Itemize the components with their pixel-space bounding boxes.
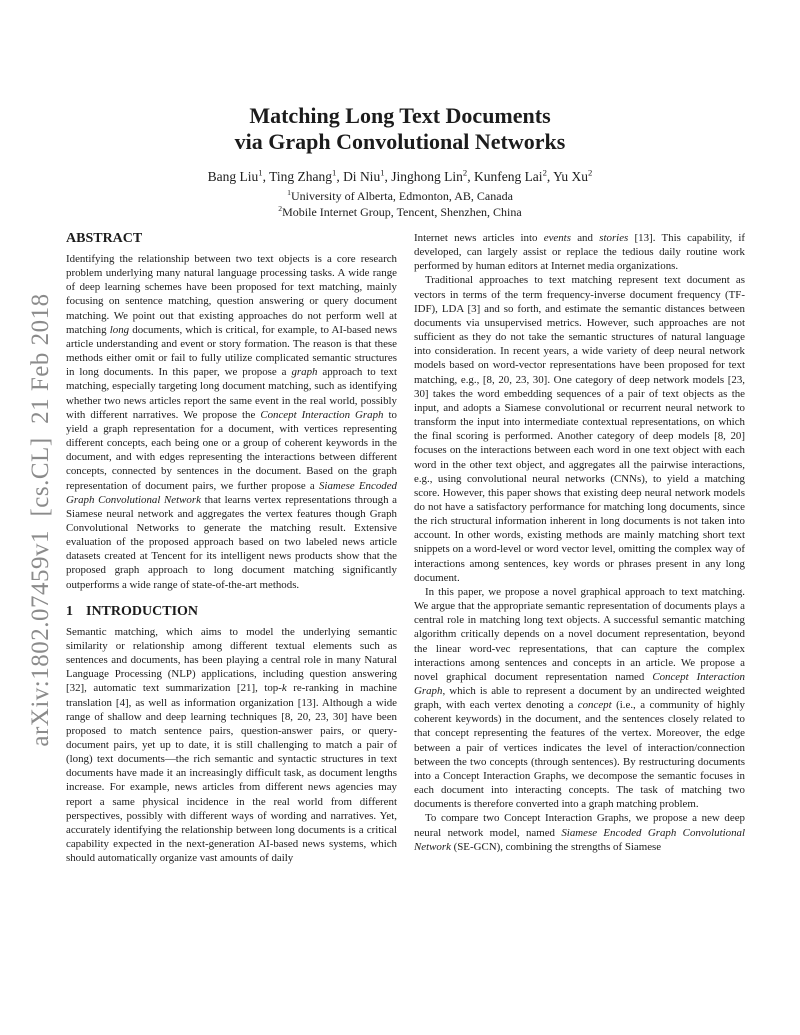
- paragraph: In this paper, we propose a novel graphical approach to text matching. We argue that the appropriate semantic representation of documents plays a central role in matching long text objects. A successful semantic matching algorithm critically depends on a novel document representation, beyond the linear word-vec representations, that can capture the complex interactions among sentences and concepts in an article. We propose a novel graphical document representation named Concept Interaction Graph, which is able to represent a document by an undirected weighted graph, with each vertex denoting a concept (i.e., a community of highly coherent keywords) in the document, and the sentences closely related to that concept representing the features of the vertex. Moreover, the edge between a pair of vertices indicates the level of interaction/connection between the two concepts (through sentences). By restructuring documents into a Concept Interaction Graphs, we decompose the semantic focuses in each document into interacting concepts. The task of matching two documents is therefore converted into a graph matching problem.: [414, 585, 745, 811]
- section-title: INTRODUCTION: [86, 603, 199, 619]
- introduction-text: Semantic matching, which aims to model the underlying semantic similarity or relationship among different textual elements such as sentences and documents, has been playing a central role in many Natural Language Processing (NLP) applications, including question answering [32], automatic text summarization [21], top-k re-ranking in machine translation [4], as well as information organization [13]. Although a wide range of shallow and deep learning techniques [8, 20, 23, 30] have been proposed to match sentence pairs, question-answer pairs, or query-document pairs, yet up to date, it is still challenging to match a pair of (long) text documents—the rich semantic and syntactic structures in text documents have made it an increasingly difficult task, as document lengths increase. For example, news articles from different news agencies may report a same physical incidence in the real world from different perspectives, possibly with different ways of wording and narratives. Yet, accurately identifying the relationship between long documents is a critical capability expected in the next-generation AI-based news systems, which should automatically organize vast amounts of daily: [66, 625, 397, 865]
- section-number: 1: [66, 603, 73, 619]
- authors-line: Bang Liu$^1$, Ting Zhang$^1$, Di Niu$^1$, Jinghong Lin$^2$, Kunfeng Lai$^2$, Yu Xu$^2$: [207, 167, 593, 184]
- affiliation-1: $^1$University of Alberta, Edmonton, AB, Canada: [287, 188, 513, 203]
- two-column-body: [66, 231, 746, 865]
- arxiv-watermark: arXiv:1802.07459v1 [cs.CL] 21 Feb 2018: [27, 293, 54, 747]
- paper-title-line1: Matching Long Text Documents: [249, 103, 551, 128]
- left-column: [66, 231, 397, 865]
- introduction-heading: [66, 604, 397, 620]
- paragraph: Traditional approaches to text matching represent text document as vectors in terms of the term frequency-inverse document frequency (TF-IDF), LDA [3] and so forth, and estimate the semantic distances between documents via unsupervised metrics. However, such approaches are not sufficient as they do not take the semantic structures of natural language into consideration. In recent years, a wide variety of deep neural network models based on word-vector representations have been proposed for text matching, e.g., [8, 20, 23, 30]. One category of deep network models [23, 30] takes the word embedding sequences of a pair of text objects as the input, and adopts a Siamese convolutional or recurrent neural network to transform the input into intermediate contextual representations, on which the final scoring is performed. Another category of deep models [8, 20] focuses on the interactions between each word in one text object with each word in the other text object, and aggregates all the pairwise interactions, e.g., using convolutional neural networks (CNNs), to yield a matching score. However, this paper shows that existing deep neural network models do not have a satisfactory performance for matching long documents, since the rich structural information inherent in long documents is not taken into account. In other words, existing methods are mainly matching short text snippets on a word-level or word vector level, omitting the complex way of interactions among sentences, key words or phrases present in any long document.: [414, 274, 745, 584]
- abstract-text: Identifying the relationship between two text objects is a core research problem underlying many natural language processing tasks. A wide range of deep learning schemes have been proposed for text matching, mainly focusing on sentence matching, question answering or query document matching. We point out that existing approaches do not perform well at matching long documents, which is critical, for example, to AI-based news article understanding and event or story formation. The reason is that these methods either omit or fail to fully utilize complicated semantic structures in long documents. In this paper, we propose a graph approach to text matching, especially targeting long document matching, such as identifying whether two news articles report the same event in the real world, possibly with different narratives. We propose the Concept Interaction Graph to yield a graph representation for a document, with vertices representing different concepts, each being one or a group of coherent keywords in the document, and with edges representing the interactions between different concepts, connected by sentences in the document. Based on the graph representation of document pairs, we further propose a Siamese Encoded Graph Convolutional Network that learns vertex representations through a Siamese neural network and aggregates the vertex features though Graph Convolutional Networks to generate the matching result. Extensive evaluation of the proposed approach based on two labeled news article datasets created at Tencent for its intelligent news products show that the proposed graph approach to long document matching significantly outperforms a wide range of state-of-the-art methods.: [66, 253, 397, 591]
- abstract-heading: ABSTRACT: [66, 231, 143, 246]
- paper-title: [0, 103, 800, 155]
- paragraph: Internet news articles into events and stories [13]. This capability, if developed, can largely assist or replace the tedious daily routine work performed by human editors at Internet media organizations.: [414, 232, 746, 273]
- right-column: [414, 231, 745, 865]
- paper-title-line2: via Graph Convolutional Networks: [234, 129, 566, 154]
- affiliation-2: $^2$Mobile Internet Group, Tencent, Shenzhen, China: [278, 204, 522, 219]
- paragraph: To compare two Concept Interaction Graphs, we propose a new deep neural network model, named Siamese Encoded Graph Convolutional Network (SE-GCN), combining the strengths of Siamese: [414, 812, 745, 853]
